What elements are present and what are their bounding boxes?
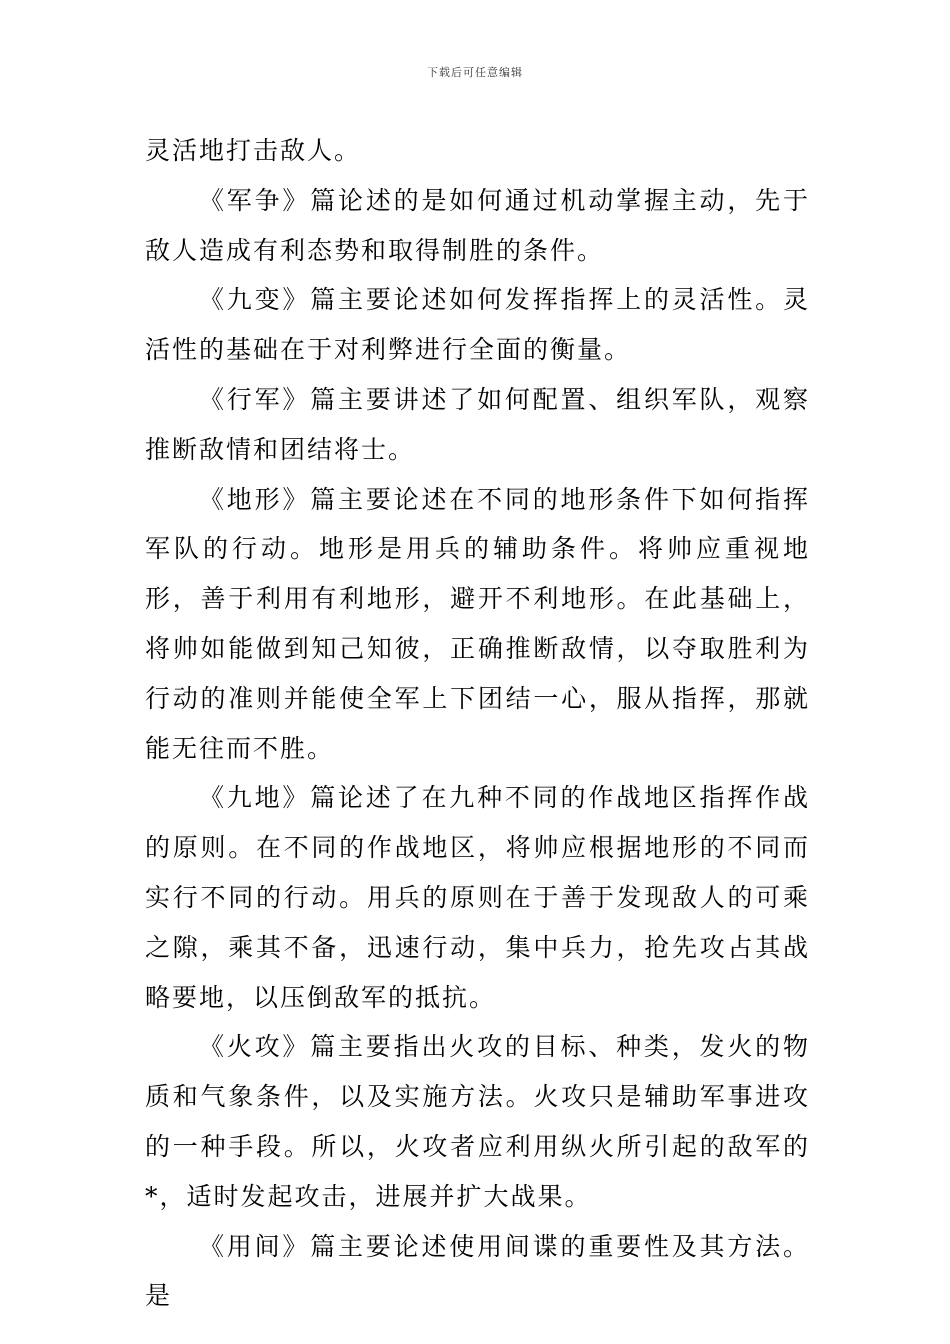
page-header: 下载后可任意编辑 <box>427 66 523 79</box>
paragraph-6: 《九地》篇论述了在九种不同的作战地区指挥作战的原则。在不同的作战地区，将帅应根据地形的不同而实行不同的行动。用兵的原则在于善于发现敌人的可乘之隙，乘其不备，迅速行动，集中兵力，抢先攻占其战略要地，以压倒敌军的抵抗。 <box>145 783 810 1012</box>
paragraph-2: 《军争》篇论述的是如何通过机动掌握主动，先于敌人造成有利态势和取得制胜的条件。 <box>145 185 810 265</box>
paragraph-8: 《用间》篇主要论述使用间谍的重要性及其方法。是 <box>145 1231 810 1311</box>
paragraph-1: 灵活地打击敌人。 <box>145 136 362 165</box>
paragraph-5: 《地形》篇主要论述在不同的地形条件下如何指挥军队的行动。地形是用兵的辅助条件。将帅应重视地形，善于利用有利地形，避开不利地形。在此基础上，将帅如能做到知己知彼，正确推断敌情，以夺取胜利为行动的准则并能使全军上下团结一心，服从指挥，那就能无往而不胜。 <box>145 484 810 763</box>
body-text <box>145 126 810 1321</box>
paragraph-3: 《九变》篇主要论述如何发挥指挥上的灵活性。灵活性的基础在于对利弊进行全面的衡量。 <box>145 285 810 365</box>
paragraph-4: 《行军》篇主要讲述了如何配置、组织军队，观察推断敌情和团结将士。 <box>145 384 810 464</box>
paragraph-7: 《火攻》篇主要指出火攻的目标、种类，发火的物质和气象条件，以及实施方法。火攻只是辅助军事进攻的一种手段。所以，火攻者应利用纵火所引起的敌军的*，适时发起攻击，进展并扩大战果。 <box>145 1032 810 1211</box>
